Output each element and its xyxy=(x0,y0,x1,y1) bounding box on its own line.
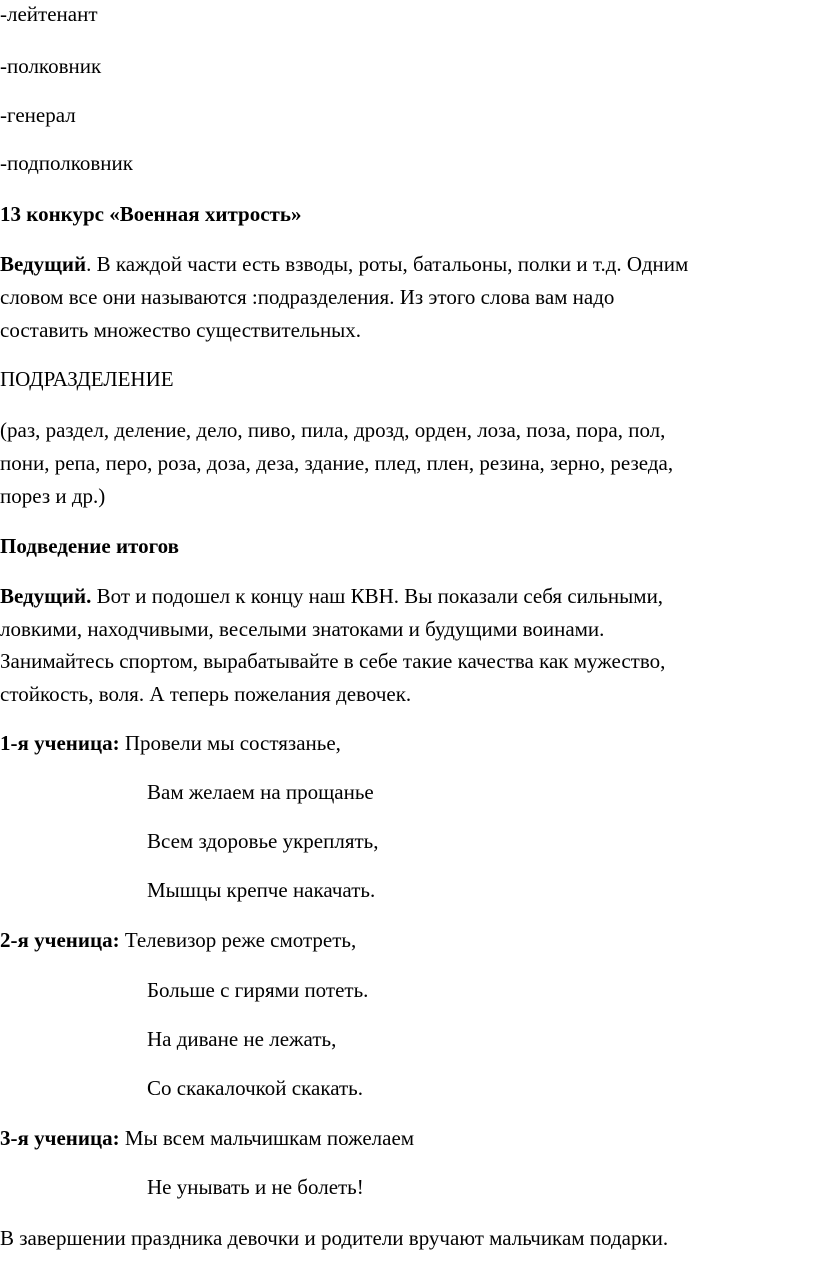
poem-line: Со скакалочкой скакать. xyxy=(147,1076,363,1100)
host-label: Ведущий. xyxy=(0,584,92,608)
rank-item: -полковник xyxy=(0,54,102,78)
answers-line: порез и др.) xyxy=(0,484,106,508)
speaker-label: 3-я ученица: xyxy=(0,1126,120,1150)
rank-item: -генерал xyxy=(0,103,76,127)
poem-line: Не унывать и не болеть! xyxy=(147,1175,364,1199)
host-paragraph-line: словом все они называются :подразделения. Из этого слова вам надо xyxy=(0,285,615,309)
summary-paragraph-line: Ведущий. Вот и подошел к концу наш КВН. Вы показали себя сильными, xyxy=(0,584,664,608)
poem-line: На диване не лежать, xyxy=(147,1027,337,1051)
poem-line: Вам желаем на прощанье xyxy=(147,780,374,804)
poem-line: Больше с гирями потеть. xyxy=(147,978,369,1002)
contest-heading: 13 конкурс «Военная хитрость» xyxy=(0,202,302,226)
speaker-label: 1-я ученица: xyxy=(0,731,120,755)
poem-line: Всем здоровье укреплять, xyxy=(147,829,379,853)
host-paragraph-line: составить множество существительных. xyxy=(0,318,362,342)
answers-line: пони, репа, перо, роза, доза, деза, здание, плед, плен, резина, зерно, резеда, xyxy=(0,451,674,475)
speaker-label: 2-я ученица: xyxy=(0,928,120,952)
summary-paragraph-line: ловкими, находчивыми, веселыми знатоками и будущими воинами. xyxy=(0,617,605,641)
summary-heading: Подведение итогов xyxy=(0,534,179,558)
poem-line: 3-я ученица: Мы всем мальчишкам пожелаем xyxy=(0,1126,415,1150)
poem-line: 2-я ученица: Телевизор реже смотреть, xyxy=(0,928,357,952)
source-word: ПОДРАЗДЕЛЕНИЕ xyxy=(0,367,174,391)
host-label: Ведущий xyxy=(0,252,87,276)
summary-paragraph-line: стойкость, воля. А теперь пожелания девочек. xyxy=(0,682,412,706)
closing-line: В завершении праздника девочки и родители вручают мальчикам подарки. xyxy=(0,1226,669,1250)
poem-line: 1-я ученица: Провели мы состязанье, xyxy=(0,731,341,755)
summary-paragraph-line: Занимайтесь спортом, вырабатывайте в себе такие качества как мужество, xyxy=(0,649,666,673)
poem-line: Мышцы крепче накачать. xyxy=(147,878,376,902)
host-paragraph-line: Ведущий. В каждой части есть взводы, роты, батальоны, полки и т.д. Одним xyxy=(0,252,689,276)
rank-item: -лейтенант xyxy=(0,2,98,26)
rank-item: -подполковник xyxy=(0,151,133,175)
answers-line: (раз, раздел, деление, дело, пиво, пила, дрозд, орден, лоза, поза, пора, пол, xyxy=(0,418,666,442)
